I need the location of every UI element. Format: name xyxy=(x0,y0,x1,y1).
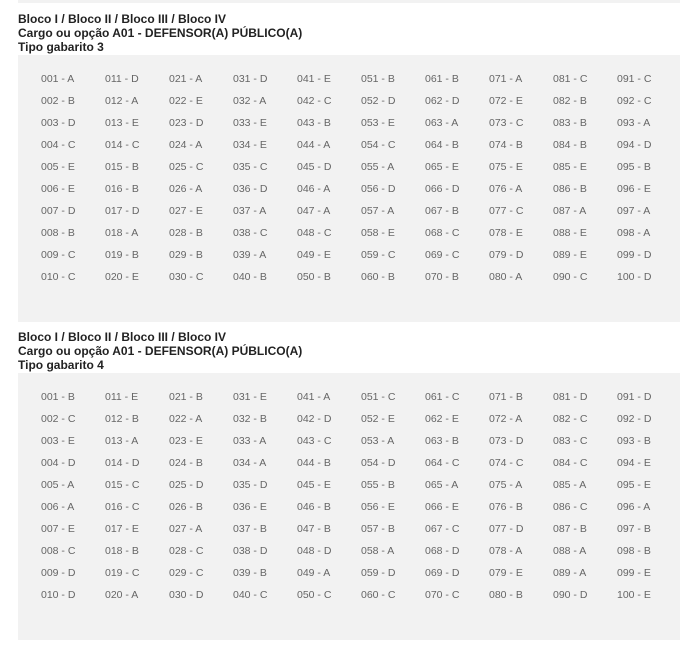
answer-item: 054 - D xyxy=(361,457,396,469)
answer-item: 030 - D xyxy=(169,589,204,601)
answer-item: 087 - A xyxy=(553,205,587,217)
answer-item: 033 - A xyxy=(233,435,267,447)
answer-item: 047 - A xyxy=(297,205,331,217)
answer-item: 084 - C xyxy=(553,457,588,469)
answer-item: 048 - D xyxy=(297,545,332,557)
answer-key-section xyxy=(0,12,693,322)
answer-item: 003 - E xyxy=(41,435,75,447)
answer-item: 019 - B xyxy=(105,249,139,261)
answer-item: 071 - B xyxy=(489,391,523,403)
answer-item: 002 - C xyxy=(41,413,76,425)
answer-item: 052 - E xyxy=(361,413,395,425)
section-type-title: Tipo gabarito 3 xyxy=(18,40,104,54)
answer-item: 060 - B xyxy=(361,271,395,283)
answer-item: 051 - B xyxy=(361,73,395,85)
answer-item: 015 - B xyxy=(105,161,139,173)
answer-item: 066 - E xyxy=(425,501,459,513)
answer-item: 073 - C xyxy=(489,117,524,129)
answer-item: 012 - B xyxy=(105,413,139,425)
answer-item: 095 - B xyxy=(617,161,651,173)
answer-item: 046 - A xyxy=(297,183,331,195)
answer-grid xyxy=(41,68,681,288)
answer-item: 061 - C xyxy=(425,391,460,403)
answer-item: 008 - B xyxy=(41,227,75,239)
answer-item: 042 - D xyxy=(297,413,332,425)
answer-item: 033 - E xyxy=(233,117,267,129)
answer-item: 063 - B xyxy=(425,435,459,447)
answer-item: 035 - D xyxy=(233,479,268,491)
answer-item: 098 - B xyxy=(617,545,651,557)
answer-item: 011 - D xyxy=(105,73,139,85)
answer-item: 001 - B xyxy=(41,391,75,403)
answer-item: 082 - C xyxy=(553,413,588,425)
answer-item: 064 - C xyxy=(425,457,460,469)
answer-item: 020 - A xyxy=(105,589,139,601)
answer-item: 045 - D xyxy=(297,161,332,173)
answer-item: 059 - C xyxy=(361,249,396,261)
answer-item: 005 - E xyxy=(41,161,75,173)
answer-item: 073 - D xyxy=(489,435,524,447)
answer-item: 061 - B xyxy=(425,73,459,85)
answer-item: 018 - A xyxy=(105,227,139,239)
answer-item: 079 - E xyxy=(489,567,523,579)
answer-item: 037 - B xyxy=(233,523,267,535)
answer-item: 086 - C xyxy=(553,501,588,513)
answer-item: 017 - E xyxy=(105,523,139,535)
answer-item: 019 - C xyxy=(105,567,140,579)
answer-item: 098 - A xyxy=(617,227,651,239)
answer-item: 093 - B xyxy=(617,435,651,447)
answer-item: 029 - C xyxy=(169,567,204,579)
answer-item: 008 - C xyxy=(41,545,76,557)
answer-item: 053 - A xyxy=(361,435,395,447)
answer-item: 021 - A xyxy=(169,73,203,85)
section-blocks-title: Bloco I / Bloco II / Bloco III / Bloco IV xyxy=(18,12,227,26)
answer-item: 032 - A xyxy=(233,95,267,107)
answer-item: 091 - C xyxy=(617,73,652,85)
answer-item: 024 - A xyxy=(169,139,203,151)
answer-item: 088 - E xyxy=(553,227,587,239)
section-type-title: Tipo gabarito 4 xyxy=(18,358,104,372)
answer-item: 055 - A xyxy=(361,161,395,173)
answer-item: 007 - D xyxy=(41,205,76,217)
answer-item: 004 - D xyxy=(41,457,76,469)
answer-item: 076 - A xyxy=(489,183,523,195)
answer-item: 053 - E xyxy=(361,117,395,129)
answer-item: 064 - B xyxy=(425,139,459,151)
answer-item: 063 - A xyxy=(425,117,459,129)
answer-item: 037 - A xyxy=(233,205,267,217)
answer-item: 029 - B xyxy=(169,249,203,261)
answer-item: 006 - E xyxy=(41,183,75,195)
answer-item: 072 - A xyxy=(489,413,523,425)
answer-item: 044 - A xyxy=(297,139,331,151)
answer-item: 052 - D xyxy=(361,95,396,107)
answer-item: 032 - B xyxy=(233,413,267,425)
answer-item: 056 - D xyxy=(361,183,396,195)
answer-item: 071 - A xyxy=(489,73,523,85)
section-blocks-title: Bloco I / Bloco II / Bloco III / Bloco IV xyxy=(18,330,227,344)
answer-item: 014 - D xyxy=(105,457,140,469)
answer-item: 096 - E xyxy=(617,183,651,195)
answer-item: 009 - D xyxy=(41,567,76,579)
answer-item: 041 - E xyxy=(297,73,331,85)
answer-item: 046 - B xyxy=(297,501,331,513)
answer-item: 096 - A xyxy=(617,501,651,513)
answer-item: 028 - B xyxy=(169,227,203,239)
answer-item: 070 - B xyxy=(425,271,459,283)
answer-item: 044 - B xyxy=(297,457,331,469)
answer-item: 083 - B xyxy=(553,117,587,129)
answer-item: 092 - D xyxy=(617,413,652,425)
answer-item: 004 - C xyxy=(41,139,76,151)
answer-item: 022 - A xyxy=(169,413,203,425)
answer-item: 078 - A xyxy=(489,545,523,557)
answer-item: 058 - E xyxy=(361,227,395,239)
answer-item: 040 - B xyxy=(233,271,267,283)
answer-item: 005 - A xyxy=(41,479,75,491)
answer-item: 055 - B xyxy=(361,479,395,491)
answer-item: 051 - C xyxy=(361,391,396,403)
answer-item: 085 - A xyxy=(553,479,587,491)
answer-item: 056 - E xyxy=(361,501,395,513)
answer-item: 077 - C xyxy=(489,205,524,217)
answer-item: 048 - C xyxy=(297,227,332,239)
answer-item: 097 - A xyxy=(617,205,651,217)
answer-item: 076 - B xyxy=(489,501,523,513)
answer-item: 023 - E xyxy=(169,435,203,447)
answer-item: 030 - C xyxy=(169,271,204,283)
answer-item: 090 - D xyxy=(553,589,588,601)
answer-item: 043 - C xyxy=(297,435,332,447)
answer-item: 034 - A xyxy=(233,457,267,469)
answer-item: 067 - C xyxy=(425,523,460,535)
answer-item: 081 - C xyxy=(553,73,588,85)
answer-item: 015 - C xyxy=(105,479,140,491)
answer-item: 084 - B xyxy=(553,139,587,151)
answer-item: 065 - E xyxy=(425,161,459,173)
answer-item: 087 - B xyxy=(553,523,587,535)
section-role-title: Cargo ou opção A01 - DEFENSOR(A) PÚBLICO(A) xyxy=(18,344,303,358)
answer-item: 013 - A xyxy=(105,435,139,447)
answer-item: 090 - C xyxy=(553,271,588,283)
answer-item: 085 - E xyxy=(553,161,587,173)
answer-item: 025 - C xyxy=(169,161,204,173)
answer-item: 040 - C xyxy=(233,589,268,601)
top-divider xyxy=(18,0,680,3)
answer-item: 070 - C xyxy=(425,589,460,601)
answer-item: 074 - B xyxy=(489,139,523,151)
answer-item: 067 - B xyxy=(425,205,459,217)
answer-item: 049 - E xyxy=(297,249,331,261)
answer-item: 027 - A xyxy=(169,523,203,535)
answer-item: 011 - E xyxy=(105,391,139,403)
answer-item: 065 - A xyxy=(425,479,459,491)
answer-item: 068 - C xyxy=(425,227,460,239)
answer-item: 050 - B xyxy=(297,271,331,283)
answer-item: 062 - D xyxy=(425,95,460,107)
answer-item: 039 - B xyxy=(233,567,267,579)
answer-item: 060 - C xyxy=(361,589,396,601)
answer-item: 075 - E xyxy=(489,161,523,173)
answer-item: 009 - C xyxy=(41,249,76,261)
answer-item: 016 - C xyxy=(105,501,140,513)
answer-item: 094 - D xyxy=(617,139,652,151)
answer-item: 002 - B xyxy=(41,95,75,107)
answer-item: 038 - C xyxy=(233,227,268,239)
answer-item: 080 - B xyxy=(489,589,523,601)
answer-item: 022 - E xyxy=(169,95,203,107)
answer-item: 013 - E xyxy=(105,117,139,129)
answer-item: 066 - D xyxy=(425,183,460,195)
answer-item: 036 - D xyxy=(233,183,268,195)
answer-item: 026 - A xyxy=(169,183,203,195)
answer-item: 047 - B xyxy=(297,523,331,535)
answer-item: 031 - D xyxy=(233,73,268,85)
answer-item: 012 - A xyxy=(105,95,139,107)
answer-item: 031 - E xyxy=(233,391,267,403)
answer-item: 038 - D xyxy=(233,545,268,557)
answer-item: 017 - D xyxy=(105,205,140,217)
answer-item: 003 - D xyxy=(41,117,76,129)
answer-item: 058 - A xyxy=(361,545,395,557)
answer-item: 026 - B xyxy=(169,501,203,513)
answer-item: 080 - A xyxy=(489,271,523,283)
answer-item: 041 - A xyxy=(297,391,331,403)
answer-item: 075 - A xyxy=(489,479,523,491)
answer-item: 059 - D xyxy=(361,567,396,579)
answer-item: 091 - D xyxy=(617,391,652,403)
answer-item: 021 - B xyxy=(169,391,203,403)
answer-item: 025 - D xyxy=(169,479,204,491)
answer-item: 024 - B xyxy=(169,457,203,469)
answer-item: 074 - C xyxy=(489,457,524,469)
answer-item: 057 - B xyxy=(361,523,395,535)
answer-item: 100 - D xyxy=(617,271,652,283)
answer-key-section xyxy=(0,330,693,640)
answer-item: 034 - E xyxy=(233,139,267,151)
answer-item: 068 - D xyxy=(425,545,460,557)
answer-item: 023 - D xyxy=(169,117,204,129)
answer-item: 050 - C xyxy=(297,589,332,601)
answer-item: 089 - A xyxy=(553,567,587,579)
answer-item: 010 - C xyxy=(41,271,76,283)
answer-item: 082 - B xyxy=(553,95,587,107)
answer-item: 045 - E xyxy=(297,479,331,491)
answer-item: 099 - E xyxy=(617,567,651,579)
answer-item: 069 - D xyxy=(425,567,460,579)
answer-item: 095 - E xyxy=(617,479,651,491)
answer-item: 010 - D xyxy=(41,589,76,601)
answer-item: 079 - D xyxy=(489,249,524,261)
answer-item: 028 - C xyxy=(169,545,204,557)
section-role-title: Cargo ou opção A01 - DEFENSOR(A) PÚBLICO(A) xyxy=(18,26,303,40)
answer-key-panel xyxy=(18,55,680,322)
answer-item: 035 - C xyxy=(233,161,268,173)
answer-item: 100 - E xyxy=(617,589,651,601)
answer-item: 077 - D xyxy=(489,523,524,535)
answer-item: 014 - C xyxy=(105,139,140,151)
answer-item: 039 - A xyxy=(233,249,267,261)
answer-item: 078 - E xyxy=(489,227,523,239)
answer-item: 088 - A xyxy=(553,545,587,557)
answer-key-panel xyxy=(18,373,680,640)
answer-item: 089 - E xyxy=(553,249,587,261)
answer-item: 083 - C xyxy=(553,435,588,447)
answer-item: 018 - B xyxy=(105,545,139,557)
answer-item: 099 - D xyxy=(617,249,652,261)
answer-item: 086 - B xyxy=(553,183,587,195)
answer-item: 007 - E xyxy=(41,523,75,535)
answer-item: 057 - A xyxy=(361,205,395,217)
answer-item: 072 - E xyxy=(489,95,523,107)
answer-item: 094 - E xyxy=(617,457,651,469)
answer-item: 093 - A xyxy=(617,117,651,129)
answer-item: 036 - E xyxy=(233,501,267,513)
answer-item: 016 - B xyxy=(105,183,139,195)
answer-item: 092 - C xyxy=(617,95,652,107)
answer-item: 097 - B xyxy=(617,523,651,535)
answer-item: 081 - D xyxy=(553,391,588,403)
answer-item: 006 - A xyxy=(41,501,75,513)
answer-item: 049 - A xyxy=(297,567,331,579)
answer-item: 042 - C xyxy=(297,95,332,107)
answer-item: 054 - C xyxy=(361,139,396,151)
answer-item: 069 - C xyxy=(425,249,460,261)
answer-grid xyxy=(41,386,681,606)
answer-item: 020 - E xyxy=(105,271,139,283)
answer-item: 027 - E xyxy=(169,205,203,217)
answer-item: 001 - A xyxy=(41,73,75,85)
answer-item: 043 - B xyxy=(297,117,331,129)
answer-item: 062 - E xyxy=(425,413,459,425)
